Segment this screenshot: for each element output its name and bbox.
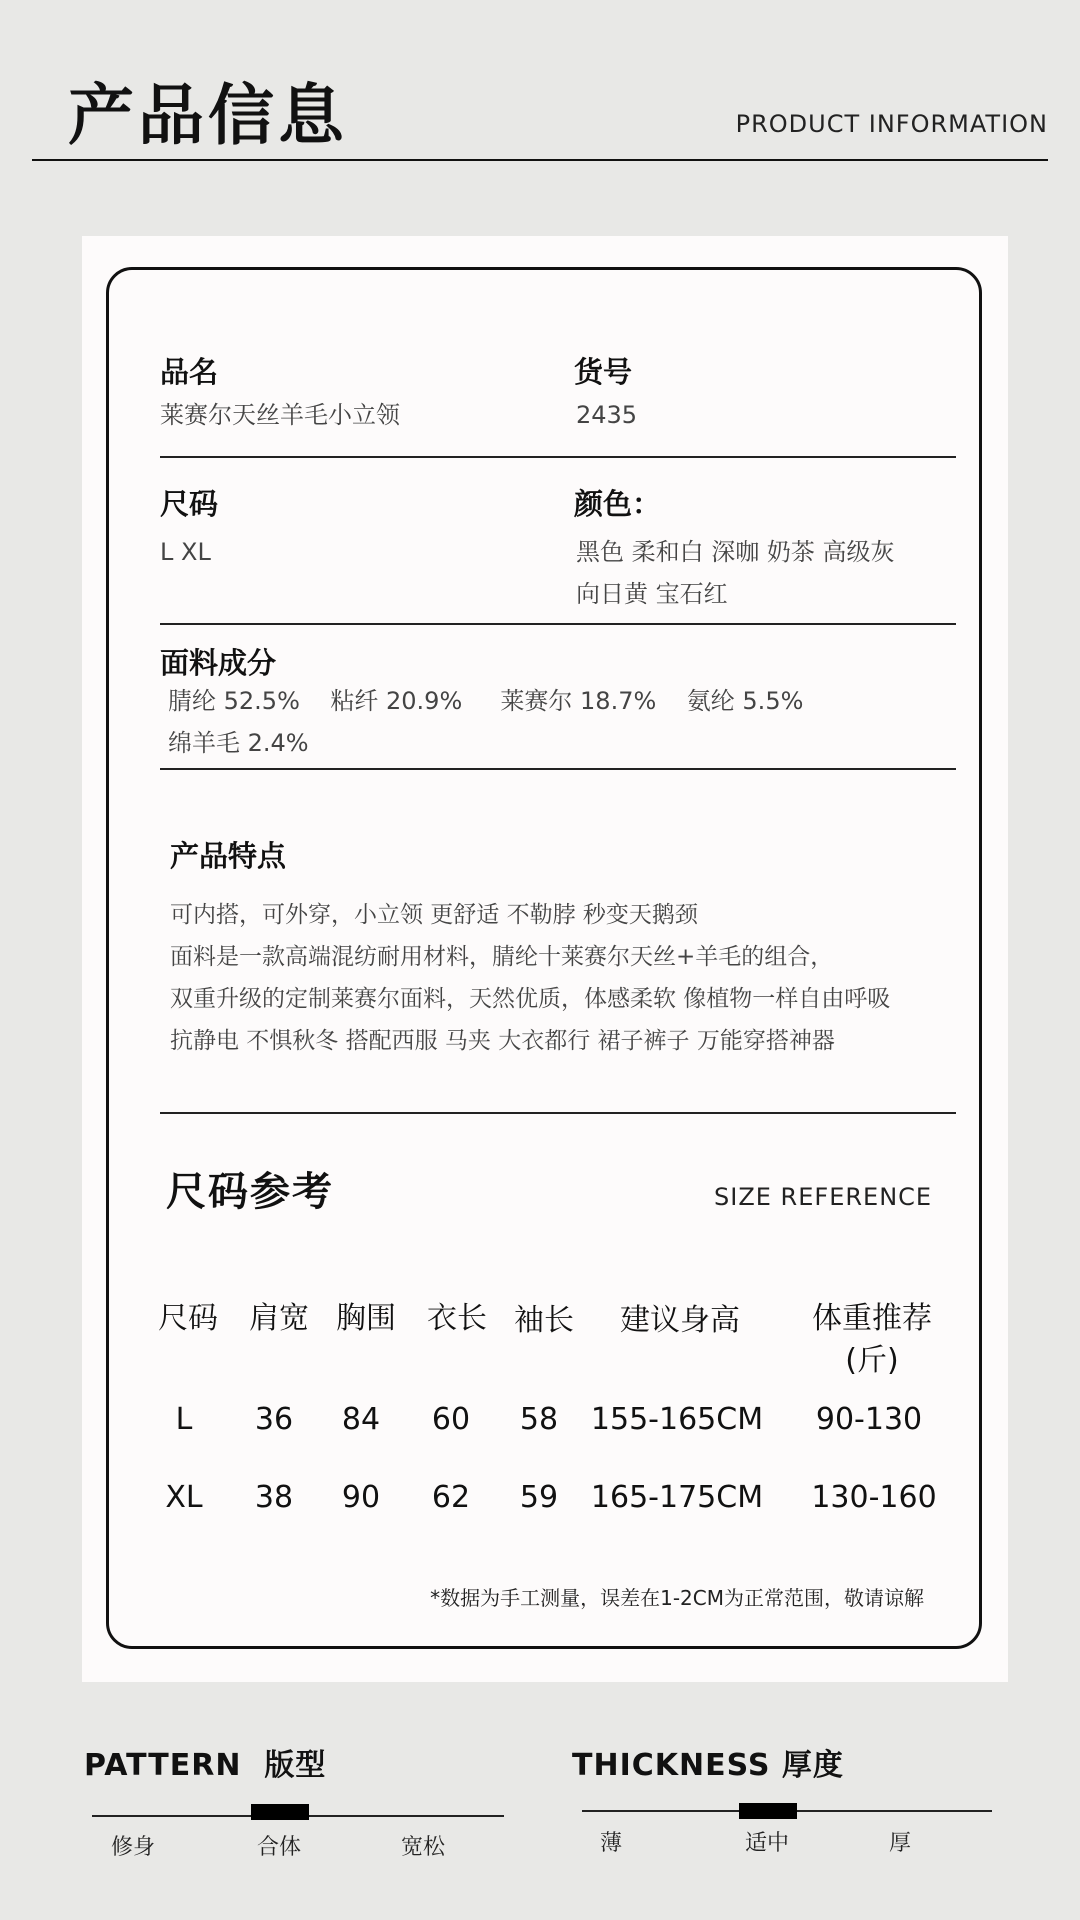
pattern-option: 合体 (256, 1835, 302, 1860)
cell-chest: 90 (341, 1480, 381, 1515)
cell-size: L (175, 1402, 193, 1437)
header-size: 尺码 (158, 1301, 218, 1336)
divider (160, 623, 956, 625)
thickness-option: 薄 (599, 1831, 623, 1856)
header-chest: 胸围 (336, 1301, 396, 1336)
thickness-option: 厚 (888, 1831, 912, 1856)
cell-weight: 90-130 (815, 1402, 923, 1437)
pattern-selected-marker (251, 1804, 309, 1820)
header-sleeve: 袖长 (514, 1303, 574, 1338)
features-title: 产品特点 (170, 839, 287, 873)
cell-sleeve: 58 (519, 1402, 559, 1437)
thickness-option: 适中 (744, 1831, 790, 1856)
product-name-label: 品名 (160, 355, 219, 389)
feature-line: 面料是一款高端混纺耐用材料，腈纶十莱赛尔天丝+羊毛的组合， (170, 944, 834, 970)
measurement-note: *数据为手工测量，误差在1-2CM为正常范围，敬请谅解 (430, 1586, 924, 1610)
cell-shoulder: 36 (254, 1402, 294, 1437)
pattern-option: 宽松 (400, 1835, 446, 1860)
page-title: 产品信息 (68, 77, 348, 154)
sku-value: 2435 (576, 401, 638, 429)
sku-label: 货号 (574, 355, 633, 389)
color-value-line1: 黑色 柔和白 深咖 奶茶 高级灰 (576, 538, 895, 566)
header-length: 衣长 (427, 1301, 487, 1336)
header-divider (32, 159, 1048, 161)
divider (160, 456, 956, 458)
size-value: L XL (160, 538, 211, 566)
thickness-label: THICKNESS 厚度 (572, 1748, 844, 1783)
size-label: 尺码 (160, 487, 219, 521)
cell-height: 165-175CM (590, 1480, 764, 1515)
pattern-option: 修身 (110, 1835, 156, 1860)
size-reference-title: 尺码参考 (166, 1169, 334, 1215)
fabric-value-line2: 绵羊毛 2.4% (168, 729, 309, 757)
fabric-value-line1: 腈纶 52.5% 粘纤 20.9% 莱赛尔 18.7% 氨纶 5.5% (168, 687, 804, 715)
color-value-line2: 向日黄 宝石红 (576, 580, 728, 608)
cell-shoulder: 38 (254, 1480, 294, 1515)
header-weight: 体重推荐 (812, 1301, 932, 1336)
cell-weight: 130-160 (811, 1480, 937, 1515)
divider (160, 1112, 956, 1114)
pattern-label: PATTERN 版型 (84, 1748, 327, 1783)
header-shoulder: 肩宽 (249, 1301, 309, 1336)
feature-line: 抗静电 不惧秋冬 搭配西服 马夹 大衣都行 裙子裤子 万能穿搭神器 (170, 1028, 835, 1054)
thickness-selected-marker (739, 1803, 797, 1819)
fabric-label: 面料成分 (160, 646, 277, 680)
cell-chest: 84 (341, 1402, 381, 1437)
cell-length: 62 (431, 1480, 471, 1515)
header-weight-unit: (斤) (845, 1343, 899, 1378)
feature-line: 可内搭，可外穿，小立领 更舒适 不勒脖 秒变天鹅颈 (170, 902, 698, 928)
cell-length: 60 (431, 1402, 471, 1437)
cell-height: 155-165CM (590, 1402, 764, 1437)
feature-line: 双重升级的定制莱赛尔面料，天然优质，体感柔软 像植物一样自由呼吸 (170, 986, 891, 1012)
divider (160, 768, 956, 770)
page-subtitle: PRODUCT INFORMATION (735, 110, 1048, 138)
product-name-value: 莱赛尔天丝羊毛小立领 (160, 401, 400, 429)
cell-size: XL (165, 1480, 203, 1515)
header-height: 建议身高 (620, 1303, 740, 1338)
color-label: 颜色： (574, 487, 662, 521)
size-reference-subtitle: SIZE REFERENCE (714, 1183, 933, 1211)
cell-sleeve: 59 (519, 1480, 559, 1515)
